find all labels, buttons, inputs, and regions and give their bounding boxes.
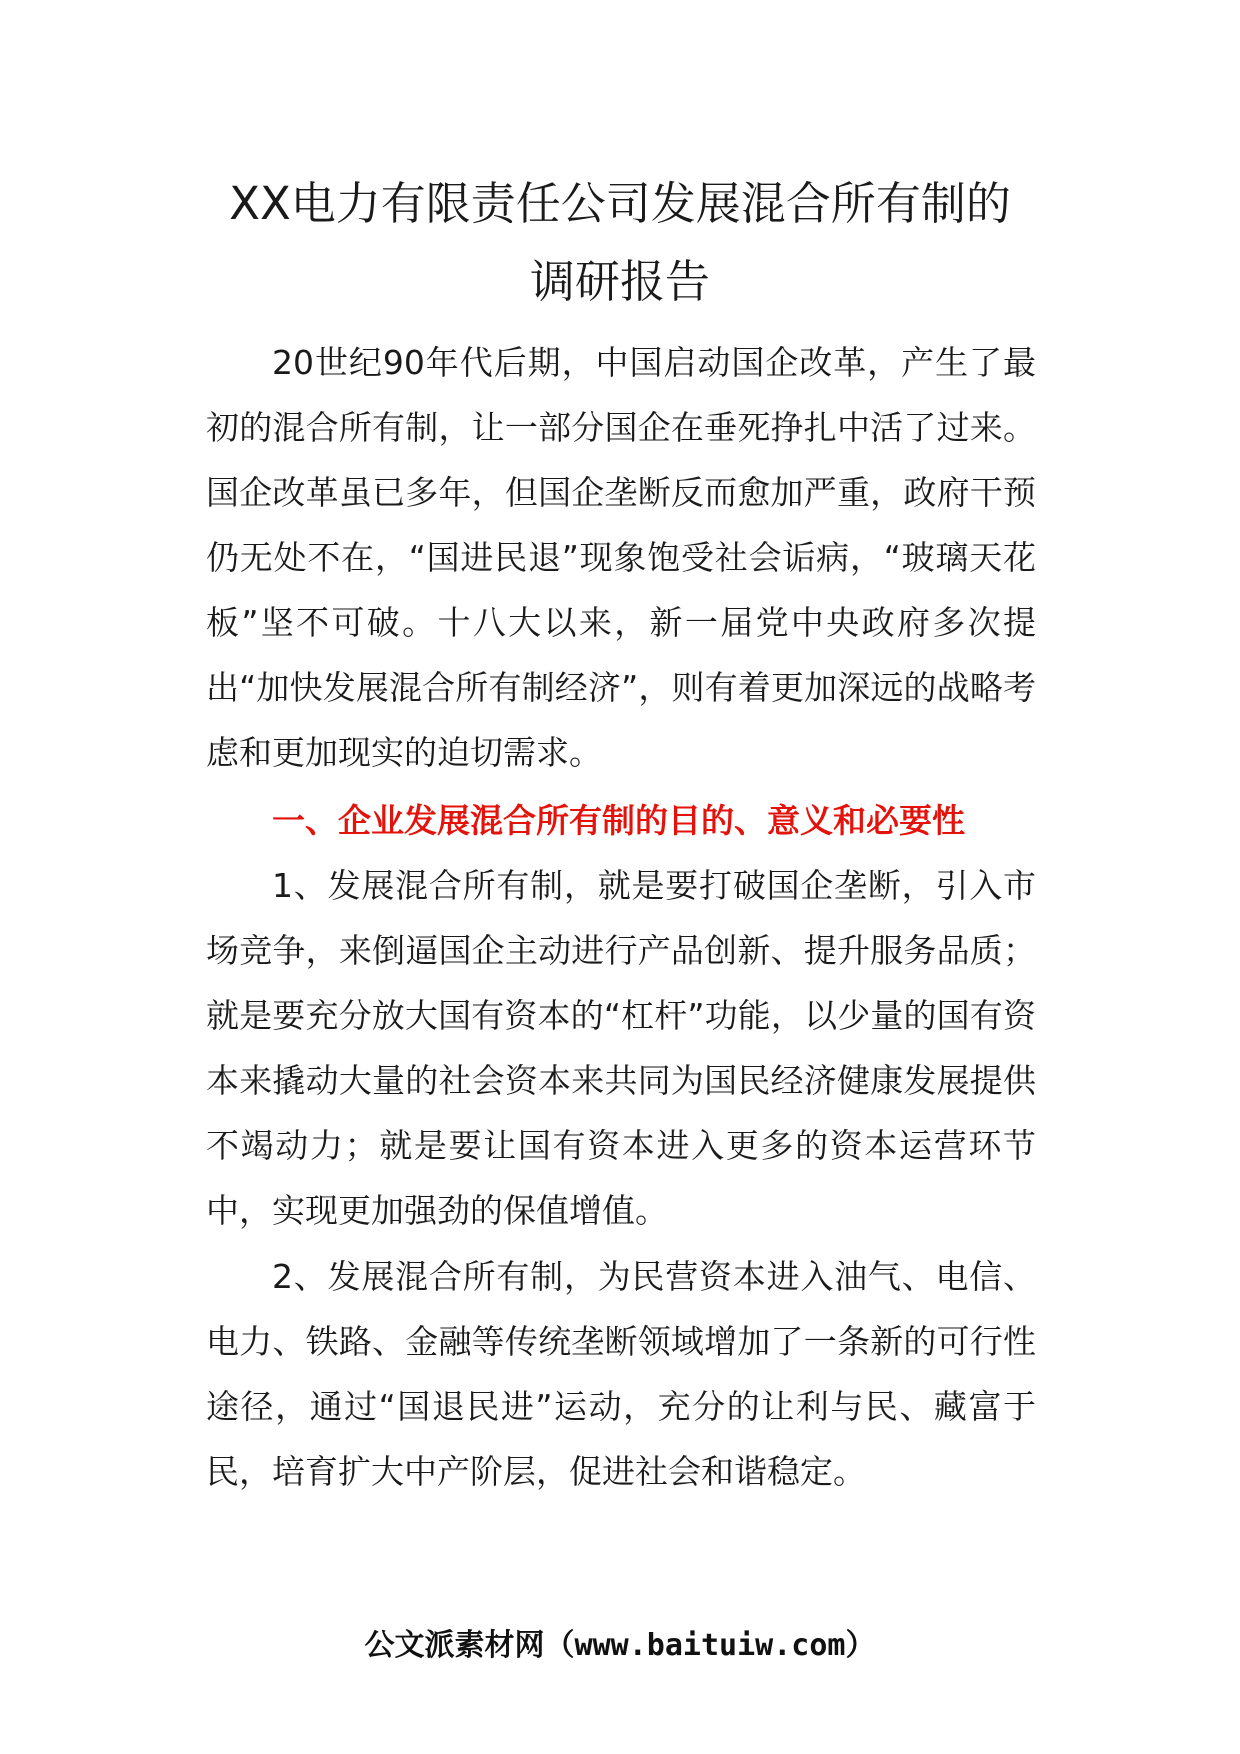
section-heading: 一、企业发展混合所有制的目的、意义和必要性 — [272, 801, 965, 840]
document-title-line1: XX电力有限责任公司发展混合所有制的 — [229, 177, 1011, 230]
paragraph-1: 1、发展混合所有制，就是要打破国企垄断，引入市场竞争，来倒逼国企主动进行产品创新、提升服务品质；就是要充分放大国有资本的“杠杆”功能，以少量的国有资本来撬动大量的社会资本来共同为国民经济健康发展提供不竭动力；就是要让国有资本进入更多的资本运营环节中，实现更加强劲的保值增值。 — [206, 866, 1036, 1230]
intro-paragraph: 20世纪90年代后期，中国启动国企改革，产生了最初的混合所有制，让一部分国企在垂死挣扎中活了过来。国企改革虽已多年，但国企垄断反而愈加严重，政府干预仍无处不在，“国进民退”现象饱受社会诟病，“玻璃天花板”坚不可破。十八大以来，新一届党中央政府多次提出“加快发展混合所有制经济”，则有着更加深远的战略考虑和更加现实的迫切需求。 — [206, 343, 1036, 772]
footer-watermark: 公文派素材网（www.baituiw.com） — [364, 1628, 876, 1663]
paragraph-2: 2、发展混合所有制，为民营资本进入油气、电信、电力、铁路、金融等传统垄断领域增加了一条新的可行性途径，通过“国退民进”运动，充分的让利与民、藏富于民，培育扩大中产阶层，促进社会和谐稳定。 — [206, 1257, 1036, 1491]
document-title-line2: 调研报告 — [529, 255, 710, 308]
